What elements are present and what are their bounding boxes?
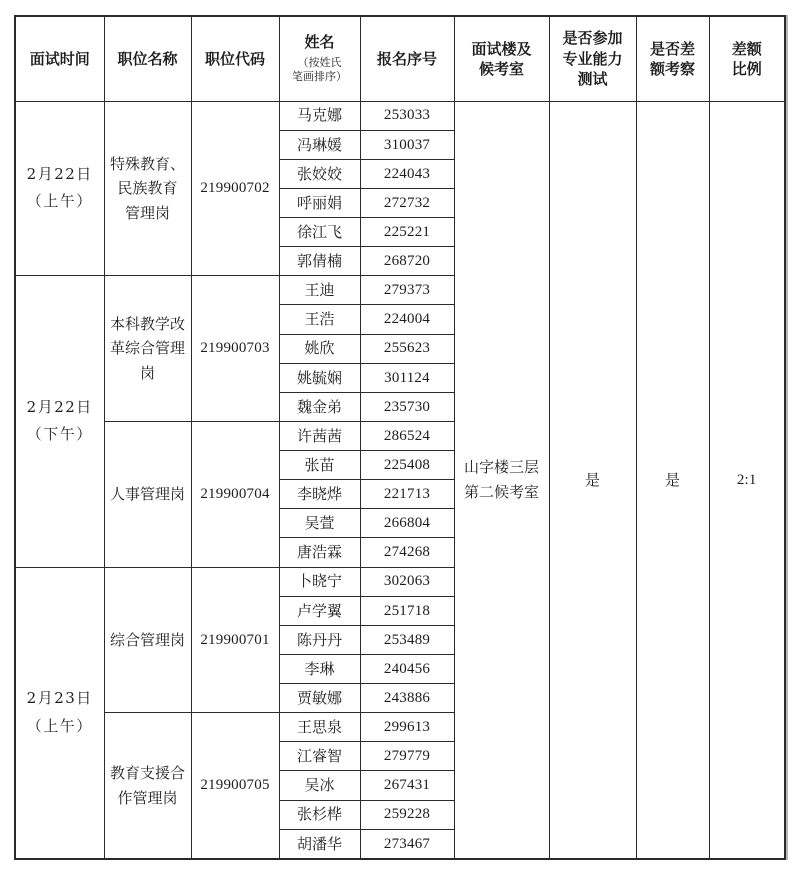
interview-schedule-table (14, 15, 786, 860)
candidate-name-cell: 张苗 (279, 451, 360, 480)
header-interview-room (454, 16, 549, 101)
text-line: （上午） (26, 192, 93, 211)
text-line: 第二候考室 (463, 482, 539, 501)
registration-number-cell: 286524 (360, 421, 454, 450)
text-line: （上午） (26, 716, 93, 735)
table-header (15, 16, 785, 101)
header-candidate-name (279, 16, 360, 101)
text-line: 候考室 (478, 59, 524, 78)
text-line: 面试时间 (29, 49, 90, 68)
text-line: 额考察 (649, 59, 695, 78)
header-candidate-name-main: 姓名 (304, 33, 335, 52)
ability-test-cell: 是 (549, 101, 636, 859)
candidate-name-cell: 王迪 (279, 276, 360, 305)
text-line: 笔画排序） (292, 70, 347, 84)
header-interview-time (15, 16, 104, 101)
registration-number-cell: 273467 (360, 829, 454, 859)
registration-number-cell: 266804 (360, 509, 454, 538)
registration-number-cell: 255623 (360, 334, 454, 363)
registration-number-cell: 272732 (360, 188, 454, 217)
header-row (15, 16, 785, 101)
position-code-cell: 219900704 (191, 421, 279, 567)
text-line: 2月23日 (26, 689, 93, 707)
text-line: 本科教学改 (109, 315, 185, 334)
header-differential-review (636, 16, 709, 101)
registration-number-cell: 279779 (360, 742, 454, 771)
session-time-cell (15, 101, 104, 276)
position-name-cell (104, 101, 191, 276)
position-name-cell (104, 421, 191, 567)
candidate-name-cell: 呼丽娟 (279, 188, 360, 217)
text-line: 教育支援合 (109, 764, 185, 783)
candidate-name-cell: 贾敏娜 (279, 684, 360, 713)
header-position-code (191, 16, 279, 101)
candidate-name-cell: 马克娜 (279, 101, 360, 130)
text-line: 岗 (139, 363, 155, 382)
registration-number-cell: 225408 (360, 451, 454, 480)
text-line: 是否差 (649, 39, 695, 58)
candidate-name-cell: 冯琳媛 (279, 130, 360, 159)
position-name-cell (104, 567, 191, 713)
candidate-name-cell: 卢学翼 (279, 596, 360, 625)
differential-review-cell: 是 (636, 101, 709, 859)
registration-number-cell: 221713 (360, 480, 454, 509)
position-name-cell (104, 713, 191, 859)
registration-number-cell: 299613 (360, 713, 454, 742)
registration-number-cell: 310037 (360, 130, 454, 159)
difference-ratio-cell: 2:1 (709, 101, 785, 859)
text-line: 革综合管理 (109, 339, 185, 358)
header-ability-test (549, 16, 636, 101)
candidate-name-cell: 陈丹丹 (279, 625, 360, 654)
candidate-name-cell: 李晓烨 (279, 480, 360, 509)
registration-number-cell: 224043 (360, 159, 454, 188)
registration-number-cell: 251718 (360, 596, 454, 625)
candidate-name-cell: 张姣姣 (279, 159, 360, 188)
registration-number-cell: 235730 (360, 392, 454, 421)
registration-number-cell: 240456 (360, 654, 454, 683)
header-difference-ratio (709, 16, 785, 101)
candidate-name-cell: 郭倩楠 (279, 247, 360, 276)
text-line: 职位名称 (117, 49, 178, 68)
text-line: 人事管理岗 (109, 485, 185, 504)
candidate-name-cell: 江睿智 (279, 742, 360, 771)
position-code-cell: 219900701 (191, 567, 279, 713)
text-line: 报名序号 (376, 49, 437, 68)
registration-number-cell: 253033 (360, 101, 454, 130)
candidate-row (15, 101, 785, 130)
candidate-name-cell: 张杉桦 (279, 800, 360, 829)
candidate-name-cell: 姚毓娴 (279, 363, 360, 392)
text-line: 2月22日 (26, 397, 93, 416)
candidate-name-cell: 许茜茜 (279, 421, 360, 450)
text-line: 面试楼及 (471, 39, 532, 58)
registration-number-cell: 274268 (360, 538, 454, 567)
text-line: 比例 (731, 59, 762, 78)
session-time-cell (15, 276, 104, 567)
registration-number-cell: 259228 (360, 800, 454, 829)
registration-number-cell: 267431 (360, 771, 454, 800)
registration-number-cell: 279373 (360, 276, 454, 305)
text-line: 民族教育 (117, 179, 178, 198)
registration-number-cell: 243886 (360, 684, 454, 713)
session-time-cell (15, 567, 104, 859)
text-line: 职位代码 (204, 49, 265, 68)
registration-number-cell: 253489 (360, 625, 454, 654)
text-line: 是否参加 (562, 29, 623, 48)
registration-number-cell: 302063 (360, 567, 454, 596)
text-line: 特殊教育、 (109, 154, 185, 173)
table-body (15, 101, 785, 859)
header-position-name (104, 16, 191, 101)
text-line: （按姓氏 (297, 55, 342, 69)
candidate-name-cell: 姚欣 (279, 334, 360, 363)
text-line: 综合管理岗 (109, 630, 185, 649)
registration-number-cell: 225221 (360, 218, 454, 247)
text-line: 差额 (731, 39, 762, 58)
candidate-name-cell: 徐江飞 (279, 218, 360, 247)
text-line: 专业能力 (562, 49, 623, 68)
text-line: （下午） (26, 425, 93, 444)
candidate-name-cell: 魏金弟 (279, 392, 360, 421)
position-code-cell: 219900705 (191, 713, 279, 859)
position-code-cell: 219900703 (191, 276, 279, 422)
header-candidate-name-subnote (282, 56, 358, 86)
candidate-name-cell: 王思泉 (279, 713, 360, 742)
text-line: 管理岗 (124, 203, 170, 222)
text-line: 测试 (577, 69, 608, 88)
candidate-name-cell: 吴萱 (279, 509, 360, 538)
candidate-name-cell: 卜晓宁 (279, 567, 360, 596)
candidate-name-cell: 李琳 (279, 654, 360, 683)
registration-number-cell: 224004 (360, 305, 454, 334)
text-line: 山字楼三层 (463, 458, 539, 477)
interview-room-cell (454, 101, 549, 859)
candidate-name-cell: 吴冰 (279, 771, 360, 800)
position-name-cell (104, 276, 191, 422)
candidate-name-cell: 胡潘华 (279, 829, 360, 859)
position-code-cell: 219900702 (191, 101, 279, 276)
registration-number-cell: 268720 (360, 247, 454, 276)
header-registration-number (360, 16, 454, 101)
candidate-name-cell: 王浩 (279, 305, 360, 334)
registration-number-cell: 301124 (360, 363, 454, 392)
candidate-name-cell: 唐浩霖 (279, 538, 360, 567)
text-line: 作管理岗 (117, 788, 178, 807)
text-line: 2月22日 (26, 164, 93, 183)
